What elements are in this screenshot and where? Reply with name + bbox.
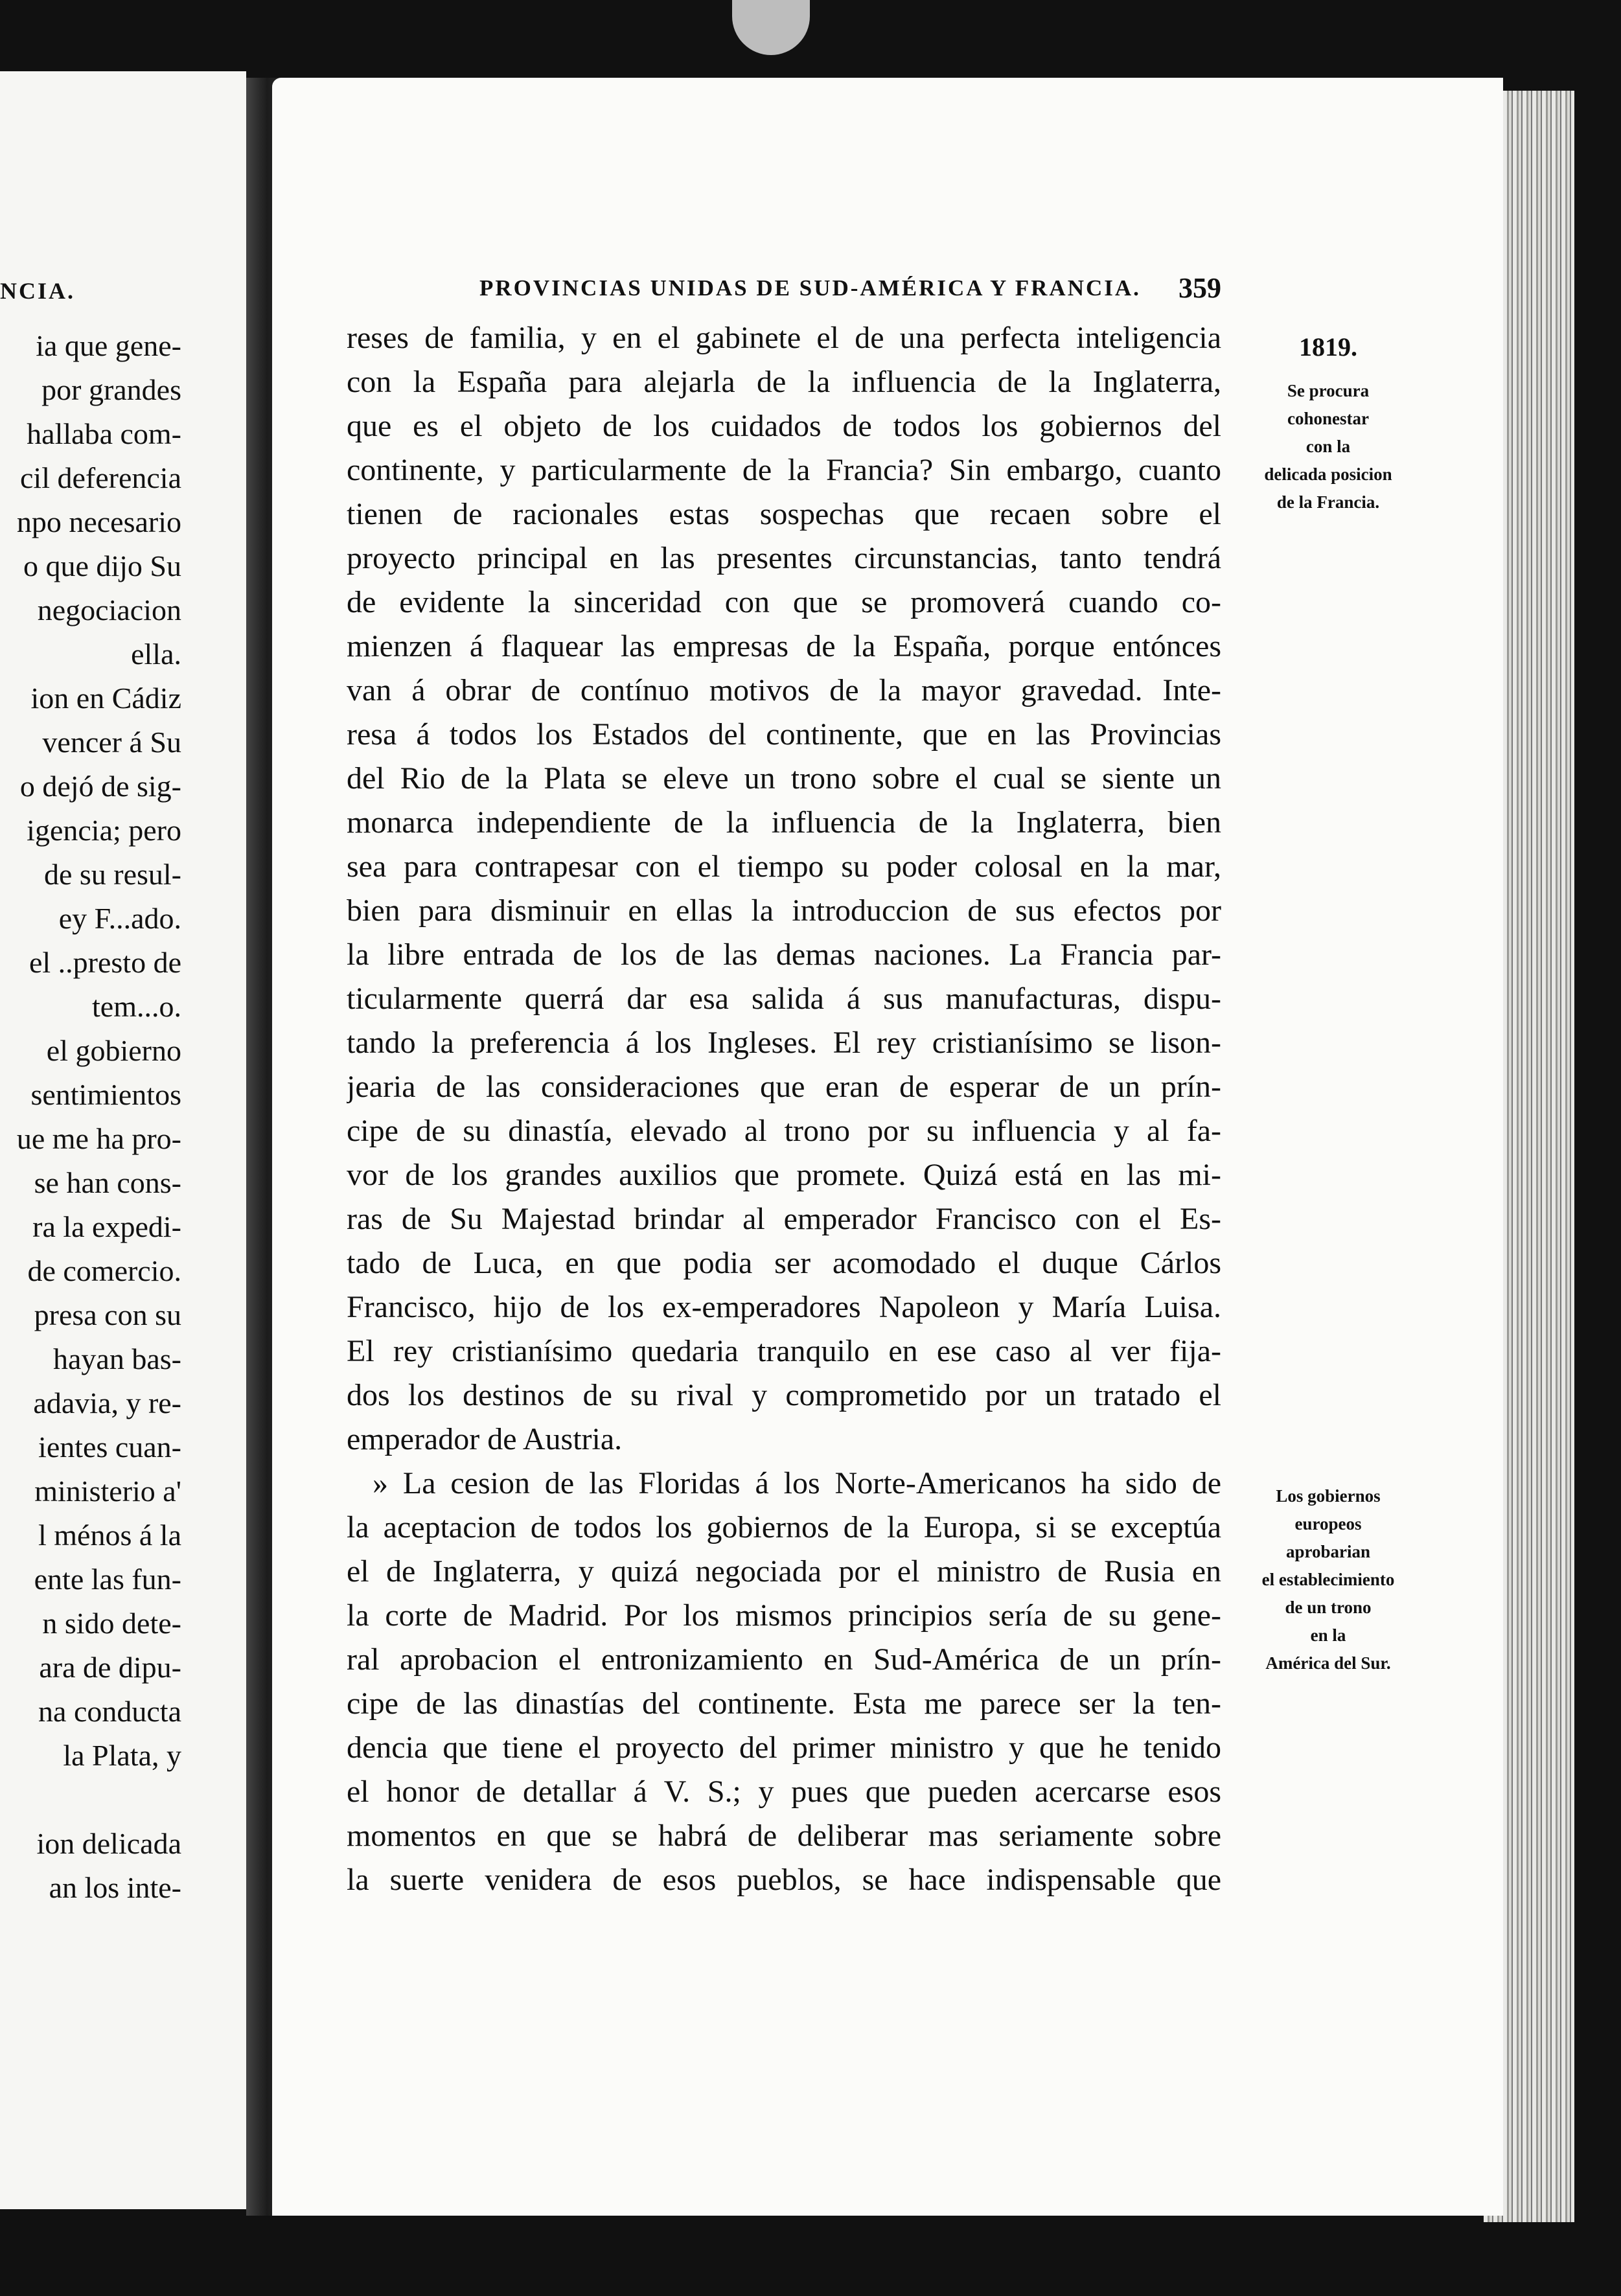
- text-line: tem...o.: [92, 990, 181, 1023]
- text-line: van á obrar de contínuo motivos de la mayor gravedad. Inte-: [347, 673, 1221, 707]
- text-line: sentimientos: [30, 1078, 181, 1111]
- text-line: el gobierno: [46, 1034, 181, 1067]
- binding-clip: [732, 0, 810, 55]
- text-line: el ..presto de: [29, 946, 181, 979]
- text-line: vor de los grandes auxilios que promete. Quizá está en las mi-: [347, 1158, 1221, 1192]
- text-line: mienzen á flaquear las empresas de la España, porque entónces: [347, 629, 1221, 663]
- text-line: tienen de racionales estas sospechas que recaen sobre el: [347, 497, 1221, 531]
- text-line: ia que gene-: [36, 329, 181, 362]
- text-line: » La cesion de las Floridas á los Norte-Americanos ha sido de: [373, 1466, 1221, 1500]
- text-line: momentos en que se habrá de deliberar mas seriamente sobre: [347, 1819, 1221, 1853]
- text-line: ras de Su Majestad brindar al emperador Francisco con el Es-: [347, 1202, 1221, 1236]
- side-note-2: [1237, 1482, 1419, 1677]
- text-line: el honor de detallar á V. S.; y pues que pueden acercarse esos: [347, 1774, 1221, 1809]
- text-line: Francisco, hijo de los ex-emperadores Napoleon y María Luisa.: [347, 1290, 1221, 1324]
- text-line: [0, 1778, 181, 1822]
- page-number: 359: [1178, 272, 1221, 304]
- side-note-line: en la: [1310, 1625, 1346, 1645]
- text-line: ientes cuan-: [38, 1430, 181, 1464]
- left-running-head: NCIA.: [0, 278, 76, 304]
- margin-year: 1819.: [1299, 332, 1357, 362]
- side-note-line: delicada posicion: [1264, 465, 1392, 484]
- text-line: o dejó de sig-: [19, 770, 181, 803]
- text-line: tado de Luca, en que podia ser acomodado el duque Cárlos: [347, 1246, 1221, 1280]
- running-head-title: PROVINCIAS UNIDAS DE SUD-AMÉRICA Y FRANCIA.: [479, 275, 1141, 301]
- text-line: tando la preferencia á los Ingleses. El rey cristianísimo se lison-: [347, 1026, 1221, 1060]
- text-line: ral aprobacion el entronizamiento en Sud-América de un prín-: [347, 1642, 1221, 1677]
- text-line: na conducta: [38, 1695, 181, 1728]
- side-note-line: el establecimiento: [1261, 1570, 1395, 1589]
- text-line: resa á todos los Estados del continente, que en las Provincias: [347, 717, 1221, 752]
- text-line: de evidente la sinceridad con que se promoverá cuando co-: [347, 585, 1221, 619]
- text-line: vencer á Su: [42, 726, 181, 759]
- text-line: ente las fun-: [34, 1563, 181, 1596]
- text-line: ey F...ado.: [58, 902, 181, 935]
- side-note-1: [1237, 377, 1419, 516]
- side-note-line: europeos: [1294, 1514, 1362, 1533]
- text-line: negociacion: [37, 593, 181, 626]
- text-line: igencia; pero: [27, 814, 181, 847]
- text-line: ella.: [131, 637, 181, 671]
- side-note-line: Se procura: [1287, 381, 1370, 400]
- text-line: dencia que tiene el proyecto del primer ministro y que he tenido: [347, 1730, 1221, 1765]
- text-line: por grandes: [41, 373, 181, 406]
- text-line: l ménos á la: [38, 1519, 181, 1552]
- left-page-text: [0, 324, 181, 1910]
- text-line: npo necesario: [16, 505, 181, 538]
- text-line: bien para disminuir en ellas la introduccion de sus efectos por: [347, 893, 1221, 928]
- text-line: monarca independiente de la influencia de la Inglaterra, bien: [347, 805, 1221, 840]
- text-line: la suerte venidera de esos pueblos, se hace indispensable que: [347, 1863, 1221, 1897]
- text-line: la corte de Madrid. Por los mismos principios sería de su gene-: [347, 1598, 1221, 1633]
- side-note-line: Los gobiernos: [1276, 1486, 1381, 1506]
- text-line: continente, y particularmente de la Francia? Sin embargo, cuanto: [347, 453, 1221, 487]
- text-line: la Plata, y: [63, 1739, 181, 1772]
- text-line: ion delicada: [36, 1827, 181, 1860]
- text-line: reses de familia, y en el gabinete el de una perfecta inteligencia: [347, 321, 1221, 355]
- text-line: la aceptacion de todos los gobiernos de la Europa, si se exceptúa: [347, 1510, 1221, 1544]
- left-page: [0, 71, 246, 2209]
- text-line: ministerio a': [34, 1475, 181, 1508]
- side-note-line: con la: [1305, 437, 1351, 456]
- text-line: ra la expedi-: [32, 1210, 181, 1243]
- text-line: que es el objeto de los cuidados de todos los gobiernos del: [347, 409, 1221, 443]
- running-head: [350, 272, 1221, 309]
- text-line: con la España para alejarla de la influencia de la Inglaterra,: [347, 365, 1221, 399]
- side-note-line: de la Francia.: [1276, 492, 1380, 512]
- text-line: dos los destinos de su rival y comprometido por un tratado el: [347, 1378, 1221, 1412]
- text-line: de su resul-: [43, 858, 181, 891]
- text-line: El rey cristianísimo quedaria tranquilo en ese caso al ver fija-: [347, 1334, 1221, 1368]
- side-note-line: América del Sur.: [1265, 1653, 1391, 1673]
- side-note-line: de un trono: [1285, 1598, 1372, 1617]
- text-line: el de Inglaterra, y quizá negociada por el ministro de Rusia en: [347, 1554, 1221, 1589]
- text-line: cil deferencia: [20, 461, 181, 494]
- text-line: cipe de su dinastía, elevado al trono por su influencia y al fa-: [347, 1114, 1221, 1148]
- text-line: ticularmente querrá dar esa salida á sus manufacturas, dispu-: [347, 982, 1221, 1016]
- text-line: de comercio.: [27, 1254, 181, 1287]
- text-line: an los inte-: [49, 1871, 181, 1904]
- text-line: hayan bas-: [53, 1342, 181, 1375]
- text-line: o que dijo Su: [23, 549, 181, 582]
- side-note-line: cohonestar: [1287, 409, 1369, 428]
- text-line: sea para contrapesar con el tiempo su poder colosal en la mar,: [347, 849, 1221, 884]
- text-line: adavia, y re-: [33, 1386, 181, 1419]
- body-text: [347, 316, 1221, 1902]
- text-line: ue me ha pro-: [16, 1122, 181, 1155]
- text-line: se han cons-: [34, 1166, 181, 1199]
- text-line: cipe de las dinastías del continente. Esta me parece ser la ten-: [347, 1686, 1221, 1721]
- side-note-line: aprobarian: [1285, 1542, 1371, 1561]
- text-line: n sido dete-: [42, 1607, 181, 1640]
- text-line: ara de dipu-: [39, 1651, 181, 1684]
- text-line: la libre entrada de los de las demas naciones. La Francia par-: [347, 937, 1221, 972]
- text-line: del Rio de la Plata se eleve un trono sobre el cual se siente un: [347, 761, 1221, 796]
- text-line: presa con su: [34, 1298, 181, 1331]
- text-line: ion en Cádiz: [30, 682, 181, 715]
- text-line: hallaba com-: [27, 417, 181, 450]
- text-line: emperador de Austria.: [347, 1422, 623, 1456]
- text-line: proyecto principal en las presentes circunstancias, tanto tendrá: [347, 541, 1221, 575]
- text-line: jearia de las consideraciones que eran de esperar de un prín-: [347, 1070, 1221, 1104]
